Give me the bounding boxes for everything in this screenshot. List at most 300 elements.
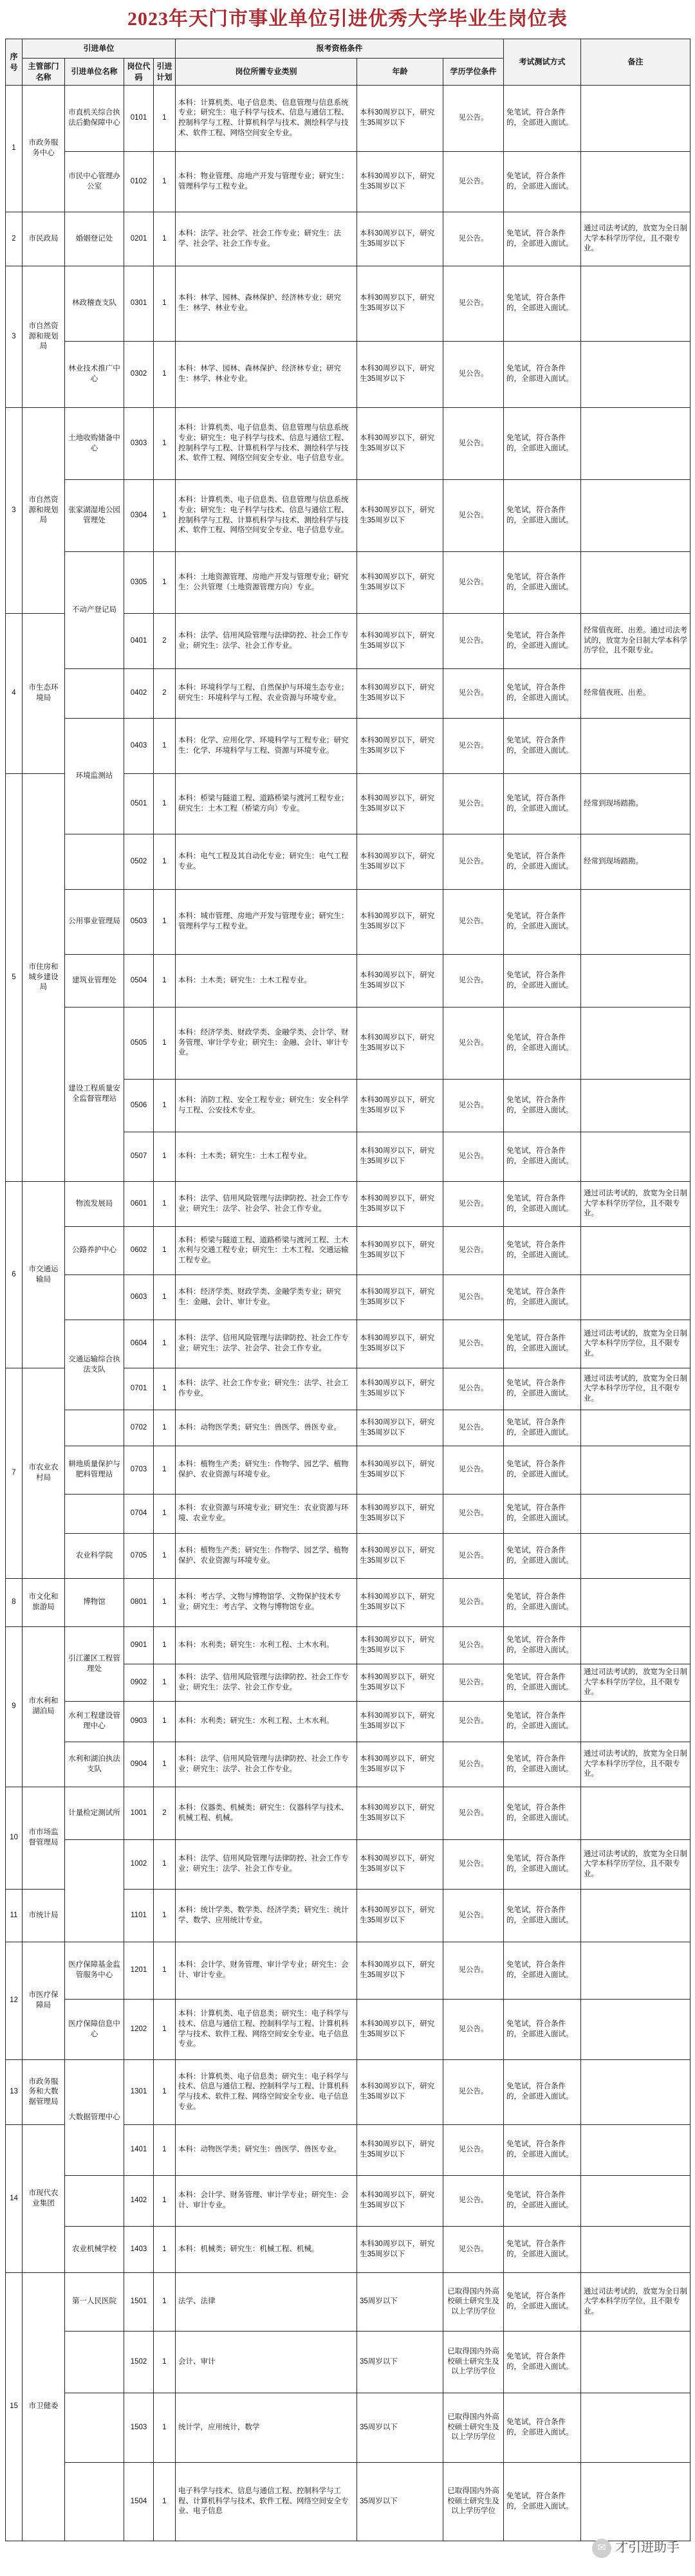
cell-exam: 免笔试，符合条件的，全部进入面试。 <box>504 1942 581 2000</box>
cell-age: 本科30周岁以下，研究生35周岁以下 <box>357 1080 443 1132</box>
table-row <box>6 1579 690 1627</box>
cell-code: 0102 <box>124 152 154 212</box>
cell-major: 本科：机械类；研究生：机械工程、机械。 <box>176 2227 357 2273</box>
cell-remark <box>581 266 690 342</box>
cell-exam: 免笔试，符合条件的，全部进入面试。 <box>504 834 581 890</box>
cell-unit: 计量检定测试所 <box>65 1787 124 1840</box>
cell-degree: 已取得国内外高校硕士研究生及以上学历学位 <box>443 2463 504 2541</box>
cell-code: 1504 <box>124 2463 154 2541</box>
cell-exam: 免笔试，符合条件的，全部进入面试。 <box>504 1840 581 1890</box>
cell-remark <box>581 2125 690 2176</box>
cell-age: 本科30周岁以下，研究生35周岁以下 <box>357 1368 443 1410</box>
cell-age: 本科30周岁以下，研究生35周岁以下 <box>357 1007 443 1080</box>
cell-major: 本科：法学、信用风险管理与法律防控、社会工作专业；研究生：法学、社会学、社会工作专业。 <box>176 1320 357 1368</box>
cell-count: 1 <box>154 2176 176 2227</box>
cell-remark: 经常到现场踏勘。 <box>581 834 690 890</box>
cell-major: 本科：计算机类、电子信息类、信息管理与信息系统专业；研究生：电子科学与技术、信息与通信工程、控制科学与工程、计算机科学与技术、测绘科学与技术、软件工程、网络空间安全专业。 <box>176 86 357 152</box>
cell-count: 1 <box>154 1890 176 1942</box>
cell-major: 本科：仪器类、机械类；研究生：仪器科学与技术、机械工程、机械。 <box>176 1787 357 1840</box>
cell-degree: 见公告。 <box>443 1275 504 1320</box>
cell-exam: 免笔试，符合条件的，全部进入面试。 <box>504 1627 581 1664</box>
table-row <box>6 1320 690 1368</box>
cell-code: 0505 <box>124 1007 154 1080</box>
cell-degree: 见公告。 <box>443 1787 504 1840</box>
cell-code: 0704 <box>124 1495 154 1534</box>
cell-count: 1 <box>154 1702 176 1742</box>
cell-code: 0504 <box>124 955 154 1007</box>
cell-exam: 免笔试，符合条件的，全部进入面试。 <box>504 480 581 552</box>
table-row <box>6 1534 690 1579</box>
cell-major: 本科：动物医学类；研究生：兽医学、兽医专业。 <box>176 2125 357 2176</box>
cell-code: 1001 <box>124 1787 154 1840</box>
cell-major: 本科：计算机类、电子信息类、信息管理与信息系统专业；研究生：电子科学与技术、信息与通信工程、控制科学与工程、计算机科学与技术、测绘科学与技术、软件工程、网络空间安全专业、电子信息专业。 <box>176 480 357 552</box>
header-code: 岗位代码 <box>124 59 154 86</box>
cell-age: 本科30周岁以下，研究生35周岁以下 <box>357 212 443 266</box>
cell-age: 本科30周岁以下，研究生35周岁以下 <box>357 1742 443 1787</box>
cell-unit <box>65 1275 124 1320</box>
cell-major: 本科：林学、园林、森林保护、经济林专业；研究生：林学、林业专业。 <box>176 266 357 342</box>
cell-unit <box>65 1410 124 1446</box>
table-row <box>6 1275 690 1320</box>
cell-major: 会计、审计 <box>176 2332 357 2393</box>
table-row <box>6 2463 690 2541</box>
cell-degree: 见公告。 <box>443 1410 504 1446</box>
cell-major: 本科：计算机类、电子信息类；研究生：电子科学与技术、信息与通信工程、控制科学与工程、计算机科学与技术、软件工程、网络空间安全专业、电子信息专业。 <box>176 2060 357 2125</box>
cell-exam: 免笔试，符合条件的，全部进入面试。 <box>504 1787 581 1840</box>
cell-age: 本科30周岁以下，研究生35周岁以下 <box>357 1534 443 1579</box>
cell-remark: 通过司法考试的，放宽为全日制大学本科学历学位，且不限专业。 <box>581 1664 690 1702</box>
cell-major: 本科：法学、信用风险管理与法律防控、社会工作专业；研究生：法学、社会工作专业。 <box>176 614 357 669</box>
cell-age: 本科30周岁以下，研究生35周岁以下 <box>357 890 443 955</box>
cell-count: 1 <box>154 2393 176 2463</box>
cell-degree: 见公告。 <box>443 1182 504 1227</box>
cell-seq: 2 <box>6 212 23 266</box>
cell-seq: 5 <box>6 774 23 1182</box>
cell-age: 本科30周岁以下，研究生35周岁以下 <box>357 2125 443 2176</box>
cell-degree: 见公告。 <box>443 152 504 212</box>
cell-unit: 市民中心管理办公室 <box>65 152 124 212</box>
cell-dept: 市生态环境局 <box>23 614 65 774</box>
cell-major: 本科：城市管理、房地产开发与管理专业；研究生：管理科学与工程专业。 <box>176 890 357 955</box>
cell-degree: 已取得国内外高校硕士研究生及以上学历学位 <box>443 2273 504 2332</box>
cell-seq: 8 <box>6 1579 23 1627</box>
cell-unit: 水利和湖泊执法支队 <box>65 1742 124 1787</box>
cell-major: 本科：经济学类、财政学类、金融学类专业；研究生：金融、会计、审计专业。 <box>176 1275 357 1320</box>
cell-seq: 4 <box>6 614 23 774</box>
cell-count: 1 <box>154 1446 176 1495</box>
cell-count: 1 <box>154 1368 176 1410</box>
cell-exam: 免笔试，符合条件的，全部进入面试。 <box>504 1275 581 1320</box>
cell-count: 1 <box>154 86 176 152</box>
cell-seq: 3 <box>6 266 23 408</box>
cell-exam: 免笔试，符合条件的，全部进入面试。 <box>504 1890 581 1942</box>
cell-degree: 见公告。 <box>443 2000 504 2060</box>
cell-exam: 免笔试，符合条件的，全部进入面试。 <box>504 552 581 614</box>
table-row <box>6 1627 690 1664</box>
cell-dept: 市现代农业集团 <box>23 2125 65 2273</box>
cell-count: 1 <box>154 955 176 1007</box>
cell-major: 本科：化学、应用化学、环境科学与工程专业；研究生：化学、环境科学与工程、资源与环境专业。 <box>176 719 357 774</box>
table-row <box>6 1840 690 1890</box>
cell-remark: 通过司法考试的，放宽为全日制大学本科学历学位，且不限专业。 <box>581 1840 690 1890</box>
positions-table <box>5 39 690 2541</box>
cell-unit: 农业机械学校 <box>65 2227 124 2273</box>
cell-age: 本科30周岁以下，研究生35周岁以下 <box>357 1182 443 1227</box>
cell-degree: 见公告。 <box>443 1320 504 1368</box>
cell-degree: 见公告。 <box>443 1227 504 1275</box>
cell-code: 0507 <box>124 1132 154 1182</box>
cell-exam: 免笔试，符合条件的，全部进入面试。 <box>504 955 581 1007</box>
cell-degree: 见公告。 <box>443 408 504 480</box>
cell-count: 1 <box>154 834 176 890</box>
cell-age: 本科30周岁以下，研究生35周岁以下 <box>357 480 443 552</box>
cell-degree: 见公告。 <box>443 1702 504 1742</box>
cell-seq: 15 <box>6 2273 23 2541</box>
table-row <box>6 2060 690 2125</box>
cell-major: 本科：土木类；研究生：土木工程专业。 <box>176 1132 357 1182</box>
table-body <box>6 86 690 2541</box>
cell-age: 本科30周岁以下，研究生35周岁以下 <box>357 86 443 152</box>
cell-degree: 见公告。 <box>443 1840 504 1890</box>
cell-major: 本科：植物生产类；研究生：作物学、园艺学、植物保护、农业资源与环境专业。 <box>176 1446 357 1495</box>
cell-code: 0101 <box>124 86 154 152</box>
cell-unit: 林业技术推广中心 <box>65 342 124 408</box>
cell-exam: 免笔试，符合条件的，全部进入面试。 <box>504 266 581 342</box>
table-row <box>6 1495 690 1534</box>
cell-code: 1501 <box>124 2273 154 2332</box>
cell-count: 1 <box>154 1742 176 1787</box>
table-row <box>6 342 690 408</box>
cell-unit: 婚姻登记处 <box>65 212 124 266</box>
cell-age: 本科30周岁以下，研究生35周岁以下 <box>357 774 443 834</box>
cell-dept: 市水利和湖泊局 <box>23 1627 65 1787</box>
cell-exam: 免笔试，符合条件的，全部进入面试。 <box>504 2176 581 2227</box>
cell-unit <box>65 834 124 890</box>
cell-exam: 免笔试，符合条件的，全部进入面试。 <box>504 1446 581 1495</box>
table-row <box>6 834 690 890</box>
cell-seq: 6 <box>6 1182 23 1368</box>
cell-count: 1 <box>154 480 176 552</box>
cell-count: 1 <box>154 1840 176 1890</box>
cell-remark <box>581 2176 690 2227</box>
cell-age: 本科30周岁以下，研究生35周岁以下 <box>357 408 443 480</box>
cell-age: 本科30周岁以下，研究生35周岁以下 <box>357 1275 443 1320</box>
cell-unit: 水利工程建设管理中心 <box>65 1702 124 1742</box>
cell-remark <box>581 1410 690 1446</box>
cell-age: 本科30周岁以下，研究生35周岁以下 <box>357 1787 443 1840</box>
cell-age: 35周岁以下 <box>357 2273 443 2332</box>
cell-remark <box>581 1080 690 1132</box>
cell-unit <box>65 2463 124 2541</box>
cell-exam: 免笔试，符合条件的，全部进入面试。 <box>504 1742 581 1787</box>
table-row <box>6 2393 690 2463</box>
cell-code: 0604 <box>124 1320 154 1368</box>
cell-degree: 见公告。 <box>443 1664 504 1702</box>
cell-age: 本科30周岁以下，研究生35周岁以下 <box>357 614 443 669</box>
cell-major: 本科：水利类；研究生：水利工程、土木水利。 <box>176 1702 357 1742</box>
cell-remark: 通过司法考试的，放宽为全日制大学本科学历学位，且不限专业。 <box>581 1182 690 1227</box>
cell-major: 本科：法学、信用风险管理与法律防控、社会工作专业；研究生：法学、社会工作专业。 <box>176 1742 357 1787</box>
cell-age: 35周岁以下 <box>357 2463 443 2541</box>
cell-code: 1002 <box>124 1840 154 1890</box>
cell-count: 1 <box>154 212 176 266</box>
cell-code: 0201 <box>124 212 154 266</box>
cell-code: 0501 <box>124 774 154 834</box>
cell-seq: 12 <box>6 1942 23 2060</box>
cell-degree: 见公告。 <box>443 1007 504 1080</box>
cell-count: 1 <box>154 1410 176 1446</box>
cell-remark <box>581 1534 690 1579</box>
cell-age: 本科30周岁以下，研究生35周岁以下 <box>357 669 443 719</box>
cell-major: 本科：考古学、文物与博物馆学、文物保护技术专业；研究生：考古学、文物与博物馆专业。 <box>176 1579 357 1627</box>
cell-exam: 免笔试，符合条件的，全部进入面试。 <box>504 2273 581 2332</box>
cell-count: 1 <box>154 1227 176 1275</box>
cell-major: 本科：法学、社会学、社会工作专业；研究生：法学、社会学、社会工作专业。 <box>176 212 357 266</box>
table-row <box>6 480 690 552</box>
cell-degree: 见公告。 <box>443 2125 504 2176</box>
cell-age: 35周岁以下 <box>357 2393 443 2463</box>
cell-age: 本科30周岁以下，研究生35周岁以下 <box>357 1446 443 1495</box>
cell-age: 本科30周岁以下，研究生35周岁以下 <box>357 2000 443 2060</box>
cell-code: 0705 <box>124 1534 154 1579</box>
cell-code: 0601 <box>124 1182 154 1227</box>
cell-seq: 10 <box>6 1787 23 1890</box>
cell-unit: 大数据管理中心 <box>65 2060 124 2176</box>
cell-exam: 免笔试，符合条件的，全部进入面试。 <box>504 342 581 408</box>
cell-unit: 张家湖湿地公园管理处 <box>65 480 124 552</box>
table-row <box>6 86 690 152</box>
cell-major: 本科：计算机类、电子信息类、信息管理与信息系统专业；研究生：电子科学与技术、信息与通信工程、控制科学与工程、计算机科学与技术、测绘科学与技术、软件工程、网络空间安全专业、电子信息专业。 <box>176 408 357 480</box>
cell-major: 本科：法学、信用风险管理与法律防控、社会工作专业；研究生：法学、社会工作专业。 <box>176 1664 357 1702</box>
cell-count: 1 <box>154 719 176 774</box>
cell-exam: 免笔试，符合条件的，全部进入面试。 <box>504 719 581 774</box>
cell-remark <box>581 1890 690 1942</box>
cell-count: 1 <box>154 1182 176 1227</box>
cell-remark: 通过司法考试的，放宽为全日制大学本科学历学位，且不限专业。 <box>581 1742 690 1787</box>
header-age: 年龄 <box>357 59 443 86</box>
cell-remark <box>581 1495 690 1534</box>
table-row <box>6 408 690 480</box>
cell-exam: 免笔试，符合条件的，全部进入面试。 <box>504 86 581 152</box>
cell-remark <box>581 2000 690 2060</box>
cell-count: 1 <box>154 1664 176 1702</box>
cell-code: 0506 <box>124 1080 154 1132</box>
table-row <box>6 2227 690 2273</box>
cell-major: 本科：统计学类、数学类、经济学类；研究生：统计学、数学、应用统计专业。 <box>176 1890 357 1942</box>
header-seq: 序号 <box>6 39 23 86</box>
cell-unit <box>65 669 124 719</box>
cell-age: 本科30周岁以下，研究生35周岁以下 <box>357 1495 443 1534</box>
cell-count: 1 <box>154 2273 176 2332</box>
cell-unit: 引江灌区工程管理处 <box>65 1627 124 1702</box>
cell-exam: 免笔试，符合条件的，全部进入面试。 <box>504 1579 581 1627</box>
cell-remark <box>581 890 690 955</box>
cell-unit <box>65 2393 124 2463</box>
header-major: 岗位所需专业类别 <box>176 59 357 86</box>
cell-degree: 见公告。 <box>443 774 504 834</box>
table-row <box>6 1742 690 1787</box>
cell-dept: 市自然资源和规划局 <box>23 408 65 614</box>
cell-exam: 免笔试，符合条件的，全部进入面试。 <box>504 408 581 480</box>
cell-count: 1 <box>154 2060 176 2125</box>
cell-major: 法学、法律 <box>176 2273 357 2332</box>
cell-count: 1 <box>154 1320 176 1368</box>
cell-degree: 见公告。 <box>443 669 504 719</box>
cell-degree: 见公告。 <box>443 955 504 1007</box>
cell-age: 本科30周岁以下，研究生35周岁以下 <box>357 152 443 212</box>
cell-code: 1101 <box>124 1890 154 1942</box>
cell-degree: 已取得国内外高校硕士研究生及以上学历学位 <box>443 2332 504 2393</box>
watermark-text: 才引进助手 <box>615 2541 680 2555</box>
header-exam: 考试测试方式 <box>504 39 581 86</box>
cell-age: 本科30周岁以下，研究生35周岁以下 <box>357 1227 443 1275</box>
cell-count: 1 <box>154 1275 176 1320</box>
cell-age: 本科30周岁以下，研究生35周岁以下 <box>357 2060 443 2125</box>
cell-code: 1403 <box>124 2227 154 2273</box>
table-row <box>6 1182 690 1227</box>
cell-count: 2 <box>154 669 176 719</box>
cell-age: 本科30周岁以下，研究生35周岁以下 <box>357 1320 443 1368</box>
cell-count: 1 <box>154 1495 176 1534</box>
cell-age: 本科30周岁以下，研究生35周岁以下 <box>357 1840 443 1890</box>
header-unit-group: 引进单位 <box>23 39 176 59</box>
cell-code: 0701 <box>124 1368 154 1410</box>
cell-dept: 市文化和旅游局 <box>23 1579 65 1627</box>
cell-major: 本科：桥梁与隧道工程、道路桥梁与渡河工程、土木水利与交通工程专业；研究生：土木工程、交通运输工程专业。 <box>176 1227 357 1275</box>
cell-degree: 见公告。 <box>443 1495 504 1534</box>
cell-age: 本科30周岁以下，研究生35周岁以下 <box>357 342 443 408</box>
cell-major: 电子科学与技术、信息与通信工程、控制科学与工程、计算机科学与技术、软件工程、网络空间安全专业、电子信息 <box>176 2463 357 2541</box>
cell-code: 0401 <box>124 614 154 669</box>
cell-code: 0502 <box>124 834 154 890</box>
cell-count: 1 <box>154 1942 176 2000</box>
cell-unit <box>65 2332 124 2393</box>
cell-remark: 通过司法考试的，放宽为全日制大学本科学历学位，且不限专业。 <box>581 1368 690 1410</box>
cell-major: 本科：土地资源管理、房地产开发与管理专业；研究生：公共管理（土地资源管理方向）专业。 <box>176 552 357 614</box>
cell-age: 35周岁以下 <box>357 2332 443 2393</box>
cell-count: 1 <box>154 2332 176 2393</box>
page-title: 2023年天门市事业单位引进优秀大学毕业生岗位表 <box>127 8 568 30</box>
cell-degree: 见公告。 <box>443 2176 504 2227</box>
cell-remark <box>581 552 690 614</box>
cell-degree: 见公告。 <box>443 212 504 266</box>
cell-code: 0302 <box>124 342 154 408</box>
cell-age: 本科30周岁以下，研究生35周岁以下 <box>357 1627 443 1664</box>
cell-dept: 市农业农村局 <box>23 1368 65 1579</box>
cell-remark <box>581 1446 690 1495</box>
cell-exam: 免笔试，符合条件的，全部进入面试。 <box>504 152 581 212</box>
cell-count: 1 <box>154 152 176 212</box>
cell-unit: 市直机关综合执法后勤保障中心 <box>65 86 124 152</box>
cell-degree: 见公告。 <box>443 2060 504 2125</box>
cell-code: 0305 <box>124 552 154 614</box>
cell-degree: 见公告。 <box>443 1890 504 1942</box>
cell-code: 0801 <box>124 1579 154 1627</box>
cell-unit: 环境监测站 <box>65 719 124 834</box>
cell-age: 本科30周岁以下，研究生35周岁以下 <box>357 1942 443 2000</box>
cell-age: 本科30周岁以下，研究生35周岁以下 <box>357 1664 443 1702</box>
cell-unit: 医疗保障基金监管服务中心 <box>65 1942 124 2000</box>
cell-count: 1 <box>154 1579 176 1627</box>
cell-degree: 见公告。 <box>443 2227 504 2273</box>
cell-count: 1 <box>154 2000 176 2060</box>
cell-code: 0603 <box>124 1275 154 1320</box>
header-conditions: 报考资格条件 <box>176 39 504 59</box>
cell-unit: 物流发展局 <box>65 1182 124 1227</box>
cell-exam: 免笔试，符合条件的，全部进入面试。 <box>504 1132 581 1182</box>
cell-exam: 免笔试，符合条件的，全部进入面试。 <box>504 2000 581 2060</box>
cell-code: 0902 <box>124 1664 154 1702</box>
cell-major: 本科：土木类；研究生：土木工程专业。 <box>176 955 357 1007</box>
cell-remark <box>581 2332 690 2393</box>
cell-age: 本科30周岁以下，研究生35周岁以下 <box>357 1890 443 1942</box>
cell-major: 本科：植物生产类；研究生：作物学、园艺学、植物保护、农业资源与环境专业。 <box>176 1534 357 1579</box>
cell-dept: 市民政局 <box>23 212 65 266</box>
cell-code: 0301 <box>124 266 154 342</box>
table-row <box>6 2332 690 2393</box>
cell-exam: 免笔试，符合条件的，全部进入面试。 <box>504 1664 581 1702</box>
header-unit: 引进单位名称 <box>65 59 124 86</box>
cell-exam: 免笔试，符合条件的，全部进入面试。 <box>504 2393 581 2463</box>
cell-degree: 见公告。 <box>443 614 504 669</box>
cell-code: 0901 <box>124 1627 154 1664</box>
cell-count: 1 <box>154 1007 176 1080</box>
cell-exam: 免笔试，符合条件的，全部进入面试。 <box>504 1410 581 1446</box>
cell-seq: 7 <box>6 1368 23 1579</box>
chat-icon: ✉ <box>592 2539 611 2558</box>
cell-age: 本科30周岁以下，研究生35周岁以下 <box>357 1132 443 1182</box>
table-row <box>6 1787 690 1840</box>
cell-major: 本科：动物医学类；研究生：兽医学、兽医专业。 <box>176 1410 357 1446</box>
cell-count: 2 <box>154 614 176 669</box>
table-row <box>6 890 690 955</box>
cell-remark: 通过司法考试的，放宽为全日制大学本科学历学位，且不限专业。 <box>581 212 690 266</box>
cell-exam: 免笔试，符合条件的，全部进入面试。 <box>504 2060 581 2125</box>
cell-age: 本科30周岁以下，研究生35周岁以下 <box>357 266 443 342</box>
cell-unit: 建筑业管理处 <box>65 955 124 1007</box>
cell-count: 1 <box>154 2227 176 2273</box>
cell-age: 本科30周岁以下，研究生35周岁以下 <box>357 834 443 890</box>
table-row <box>6 1007 690 1080</box>
cell-remark <box>581 1627 690 1664</box>
cell-major: 本科：法学、信用风险管理与法律防控、社会工作专业；研究生：法学、社会工作专业。 <box>176 1840 357 1890</box>
table-row <box>6 1410 690 1446</box>
cell-code: 0703 <box>124 1446 154 1495</box>
cell-seq: 9 <box>6 1627 23 1787</box>
cell-major: 本科：环境科学与工程、自然保护与环境生态专业；研究生：环境科学与工程、农业资源与环境专业。 <box>176 669 357 719</box>
cell-degree: 见公告。 <box>443 1742 504 1787</box>
cell-degree: 见公告。 <box>443 1942 504 2000</box>
cell-major: 本科：会计学、财务管理、审计学专业；研究生：会计、审计专业。 <box>176 2176 357 2227</box>
cell-remark <box>581 2060 690 2125</box>
cell-degree: 见公告。 <box>443 552 504 614</box>
cell-code: 0904 <box>124 1742 154 1787</box>
cell-remark: 经常到现场踏勘。 <box>581 774 690 834</box>
cell-code: 0503 <box>124 890 154 955</box>
cell-seq: 13 <box>6 2060 23 2125</box>
cell-age: 本科30周岁以下，研究生35周岁以下 <box>357 719 443 774</box>
cell-exam: 免笔试，符合条件的，全部进入面试。 <box>504 2227 581 2273</box>
cell-major: 本科：桥梁与隧道工程、道路桥梁与渡河工程专业；研究生：土木工程（桥梁方向）专业。 <box>176 774 357 834</box>
cell-remark: 通过司法考试的，放宽为全日制大学本科学历学位，且不限专业。 <box>581 2273 690 2332</box>
cell-remark <box>581 1132 690 1182</box>
header-dept: 主管部门名称 <box>23 59 65 86</box>
cell-unit: 第一人民医院 <box>65 2273 124 2332</box>
cell-remark <box>581 86 690 152</box>
table-row <box>6 1446 690 1495</box>
cell-code: 0303 <box>124 408 154 480</box>
cell-major: 本科：法学、信用风险管理与法律防控、社会工作专业；研究生：法学、社会学、社会工作专业。 <box>176 1182 357 1227</box>
